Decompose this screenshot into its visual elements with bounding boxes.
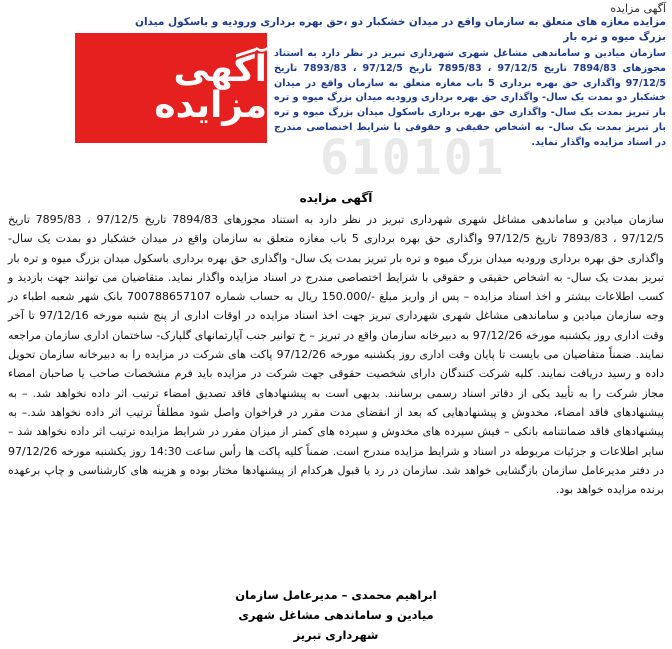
signature-block — [0, 585, 672, 645]
header-top-label: آگهی مزایده — [610, 2, 666, 15]
notice-body — [8, 210, 664, 499]
signature-name-line: ابراهیم محمدی – مدیرعامل سازمان — [235, 588, 437, 602]
header-title: مزایده مغازه های متعلق به سازمان واقع در میدان خشکبار دو ،حق بهره برداری ورودیه و باسکول میدان بزرگ میوه و تره بار — [134, 16, 666, 43]
header-summary-text: سازمان میادین و ساماندهی مشاغل شهری شهرداری تبریز در نظر دارد به استناد مجوزهای 7894/83 تاریخ 97/12/5 ، 7895/83 تاریخ 97/12/5 ، 7893/83 تاریخ 97/12/5 واگذاری حق بهره برداری 5 باب مغازه متعلق به سازمان واقع در میدان خشکبار دو بمدت یک سال- واگذاری حق بهره برداری ورودیه میدان بزرگ میوه و تره بار تبریز بمدت یک سال- واگذاری حق بهره برداری باسکول میدان بزرگ میوه و تره بار تبریز بمدت یک سال- به اشخاص حقیقی و حقوقی با شرایط اختصاصی مندرج در اسناد مزایده واگذار نماید. — [274, 48, 666, 148]
watermark: 610101 — [320, 130, 506, 186]
signature-org-line: میادین و ساماندهی مشاغل شهری — [238, 608, 434, 622]
notice-title: آگهی مزایده — [299, 191, 373, 205]
auction-banner — [75, 33, 267, 143]
header-summary — [274, 47, 666, 151]
notice-body-text: سازمان میادین و ساماندهی مشاغل شهری شهرداری تبریز در نظر دارد به استناد مجوزهای 7894/83 تاریخ 97/12/5 ، 7895/83 تاریخ 97/12/5 ، 7893/83 تاریخ 97/12/5 واگذاری حق بهره برداری 5 باب مغازه متعلق به سازمان واقع در میدان خشکبار دو بمدت یک سال- واگذاری حق بهره برداری ورودیه میدان بزرگ میوه و تره بار تبریز بمدت یک سال- واگذاری حق بهره برداری باسکول میدان بزرگ میوه و تره بار تبریز بمدت یک سال- به اشخاص حقیقی و حقوقی با شرایط اختصاصی مندرج در اسناد مزایده واگذار نماید. متقاضیان می توانند جهت بازدید و کسب اطلاعات بیشتر و اخذ اسناد مزایده – پس از واریز مبلغ -/150.000 ریال به حساب شماره 700788657107 بانک شهر شعبه اطباء در وجه سازمان میادین و ساماندهی مشاغل شهری شهرداری تبریز جهت اخذ اسناد مزایده در اوقات اداری از پنج شنبه مورخه 97/12/16 تا آخر وقت اداری روز یکشنبه مورخه 97/12/26 به دبیرخانه سازمان واقع در تبریز – خ توانیر جنب آپارتمانهای گلپارک- ساختمان اداری سازمان مراجعه نمایند. ضمناً متقاضیان می بایست تا پایان وقت اداری روز یکشنبه مورخه 97/12/26 پاکت های شرکت در مزایده را به دبیرخانه سازمان تحویل داده و رسید دریافت نمایند. کلیه شرکت کنندگان دارای شخصیت حقوقی جهت شرکت در مزایده باید فرم مشخصات صاحب یا صاحبان امضاء مجاز شرکت را به تأیید یکی از دفاتر اسناد رسمی برسانند. بدیهی است به پیشنهادهای فاقد تصدیق امضاء ترتیب اثر داده نخواهد شد. – به پیشنهادهای فاقد امضاء، مخدوش و پیشنهادهایی که بعد از انقضای مدت مقرر در فراخوان واصل شود مطلقاً ترتیب اثر داده نخواهد شد.– به پیشنهادهای فاقد ضمانتنامه بانکی – فیش سپرده های مخدوش و سپرده های کمتر از میزان مقرر در شرایط مزایده ترتیب اثر داده نخواهد شد – سایر اطلاعات و جزئیات مربوطه در اسناد و شرایط مزایده مندرج است. ضمناً کلیه پاکت ها رأس ساعت 14:30 روز یکشنبه مورخه 97/12/26 در دفتر مدیرعامل سازمان بازگشایی خواهد شد. سازمان در رد یا قبول هرکدام از پیشنهادها مختار بوده و هزینه های کارشناسی و چاپ برعهده برنده مزایده خواهد بود. — [8, 213, 665, 497]
signature-municipality-line: شهرداری تبریز — [293, 628, 379, 642]
auction-banner-text: آگهی مزایده — [154, 49, 267, 126]
